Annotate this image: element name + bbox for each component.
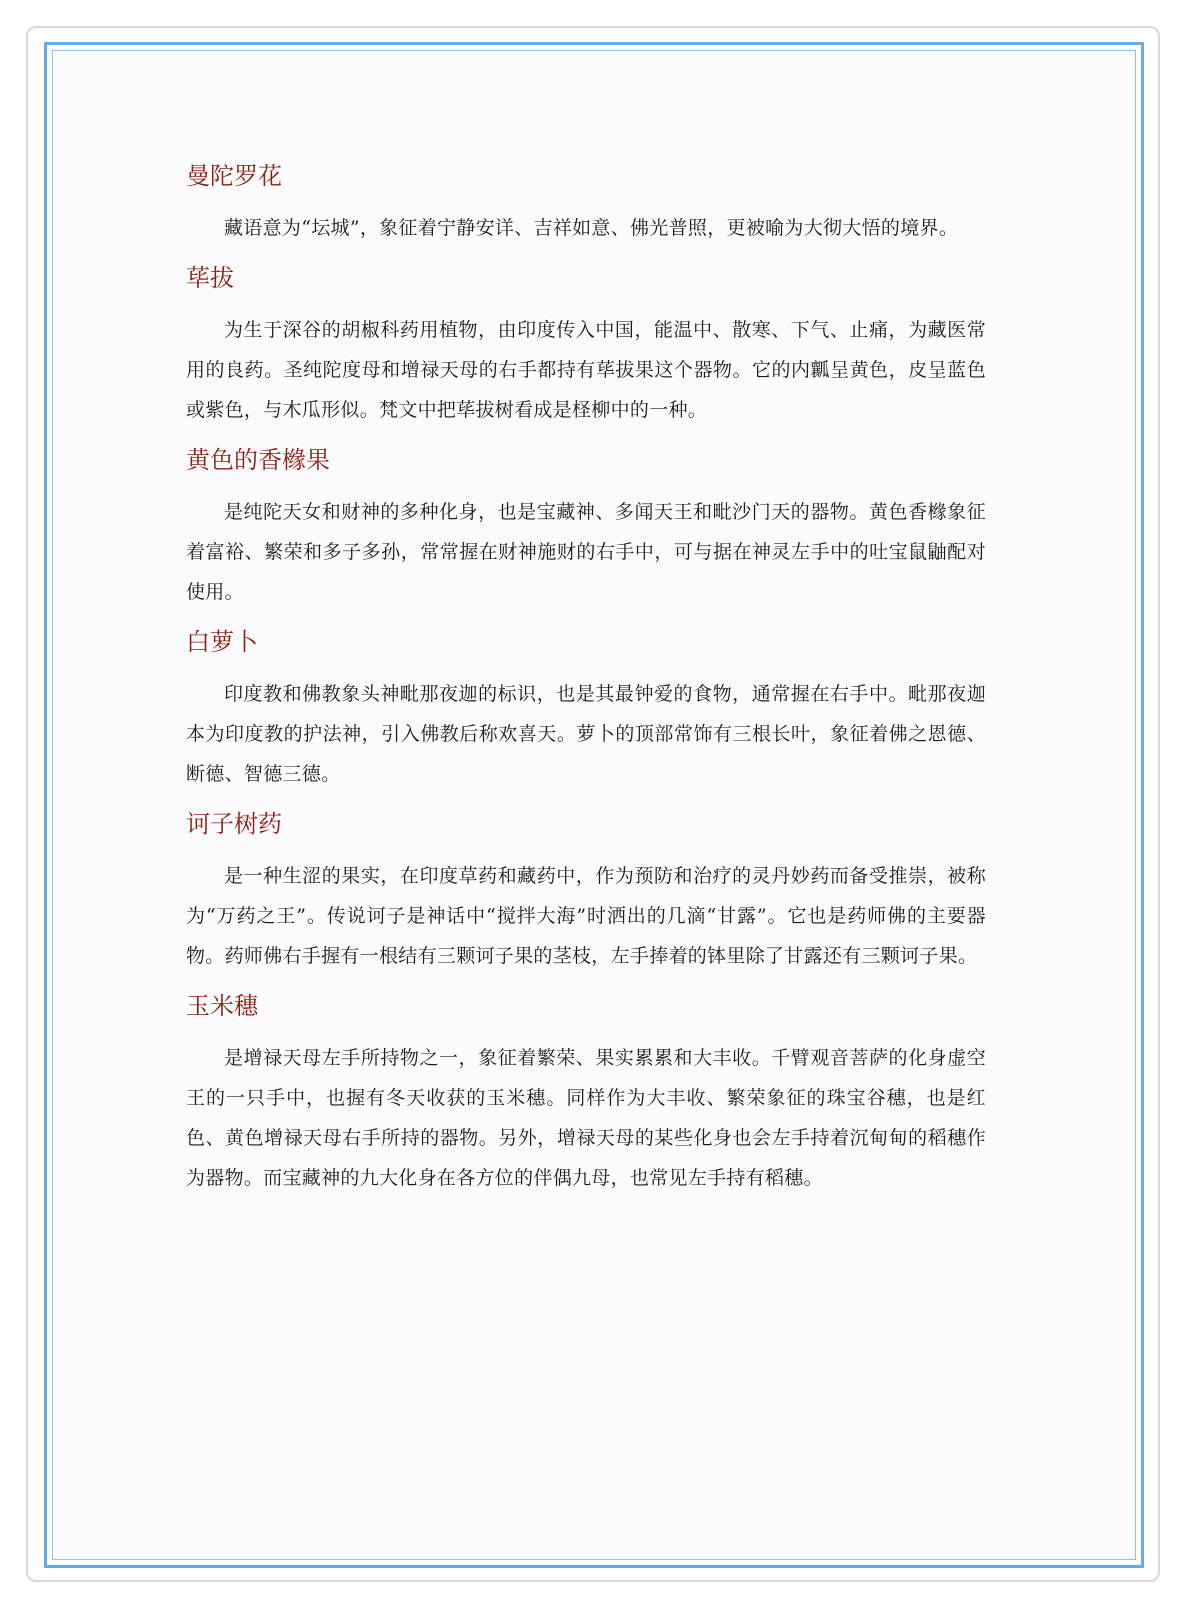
- section-mandala-flower: [186, 160, 986, 248]
- section-title: 荜拔: [186, 264, 234, 292]
- section-title: 黄色的香橼果: [186, 446, 330, 474]
- section-body: 为生于深谷的胡椒科药用植物，由印度传入中国，能温中、散寒、下气、止痛，为藏医常用的良药。圣纯陀度母和增禄天母的右手都持有荜拔果这个器物。它的内瓤呈黄色，皮呈蓝色或紫色，与木瓜形似。梵文中把荜拔树看成是柽柳中的一种。: [186, 319, 986, 421]
- section-body: 印度教和佛教象头神毗那夜迦的标识，也是其最钟爱的食物，通常握在右手中。毗那夜迦本为印度教的护法神，引入佛教后称欢喜天。萝卜的顶部常饰有三根长叶，象征着佛之恩德、断德、智德三德。: [186, 683, 986, 785]
- section-body: 藏语意为“坛城”，象征着宁静安详、吉祥如意、佛光普照，更被喻为大彻大悟的境界。: [224, 217, 959, 239]
- section-title: 诃子树药: [186, 810, 282, 838]
- section-title: 曼陀罗花: [186, 162, 282, 190]
- section-citron: [186, 444, 986, 612]
- section-myrobalan: [186, 808, 986, 976]
- section-title: 玉米穗: [186, 992, 258, 1020]
- section-long-pepper: [186, 262, 986, 430]
- section-body: 是增禄天母左手所持物之一，象征着繁荣、果实累累和大丰收。千臂观音菩萨的化身虚空王的一只手中，也握有冬天收获的玉米穗。同样作为大丰收、繁荣象征的珠宝谷穗，也是红色、黄色增禄天母右手所持的器物。另外，增禄天母的某些化身也会左手持着沉甸甸的稻穗作为器物。而宝藏神的九大化身在各方位的伴偶九母，也常见左手持有稻穗。: [186, 1047, 986, 1189]
- section-radish: [186, 626, 986, 794]
- section-body: 是纯陀天女和财神的多种化身，也是宝藏神、多闻天王和毗沙门天的器物。黄色香橼象征着富裕、繁荣和多子多孙，常常握在财神施财的右手中，可与据在神灵左手中的吐宝鼠鼬配对使用。: [186, 501, 986, 603]
- section-corn-ear: [186, 990, 986, 1198]
- document-content: [186, 160, 986, 1212]
- section-title: 白萝卜: [186, 628, 258, 656]
- section-body: 是一种生涩的果实，在印度草药和藏药中，作为预防和治疗的灵丹妙药而备受推崇，被称为“万药之王”。传说诃子是神话中“搅拌大海”时洒出的几滴“甘露”。它也是药师佛的主要器物。药师佛右手握有一根结有三颗诃子果的茎枝，左手捧着的钵里除了甘露还有三颗诃子果。: [186, 865, 986, 967]
